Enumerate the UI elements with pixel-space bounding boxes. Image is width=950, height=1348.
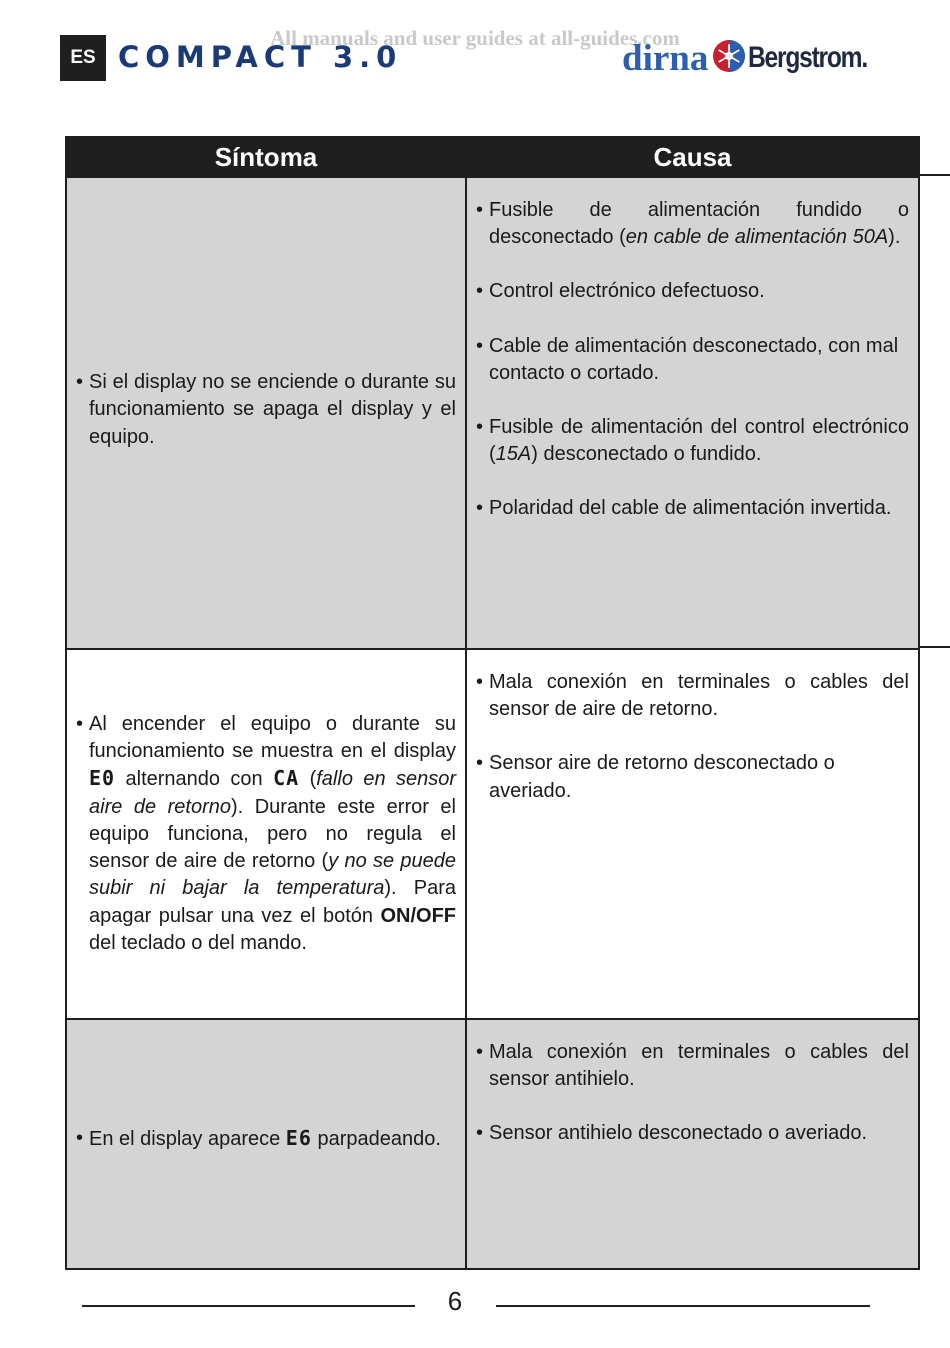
cause-item: • Fusible de alimentación del control electrónico (15A) desconectado o fundido. [476, 416, 909, 466]
table-row [66, 649, 919, 1019]
row-marker [918, 174, 950, 176]
brand-logo [622, 36, 893, 80]
row-marker [918, 646, 950, 648]
footer-rule-left [82, 1305, 415, 1307]
brand-dirna: dirna [622, 37, 709, 79]
lcd-code-e6: E6 [285, 1125, 312, 1150]
lcd-code-e0: E0 [89, 766, 116, 791]
product-title: COMPACT 3.0 [118, 40, 403, 74]
symptom-cell [66, 1019, 466, 1269]
cause-item: • Mala conexión en terminales o cables del sensor de aire de retorno. [476, 671, 909, 721]
cause-item: • Fusible de alimentación fundido o desconectado (en cable de alimentación 50A). [476, 199, 909, 249]
page-number: 6 [447, 1286, 463, 1316]
cause-item: • Sensor aire de retorno desconectado o averiado. [476, 752, 835, 802]
cause-item: • Polaridad del cable de alimentación invertida. [476, 497, 892, 520]
cause-item: • Cable de alimentación desconectado, con mal contacto o cortado. [476, 334, 899, 384]
cause-item: • Mala conexión en terminales o cables del sensor antihielo. [476, 1041, 909, 1091]
table-row [66, 1019, 919, 1269]
cause-cell [466, 649, 919, 1019]
symptom-text: • En el display aparece E6 parpadeando. [76, 1125, 441, 1150]
column-header-cause: Causa [466, 137, 919, 177]
symptom-cell [66, 649, 466, 1019]
cause-item: • Sensor antihielo desconectado o averiado. [476, 1122, 868, 1145]
cause-cell [466, 177, 919, 649]
column-header-symptom: Síntoma [66, 137, 466, 177]
symptom-text: • Al encender el equipo o durante su funcionamiento se muestra en el display E0 alternando con CA (fallo en sensor aire de retorno). Durante este error el equipo funciona, pero no regula el sensor de aire de retorno (y no se puede subir ni bajar la temperatura). Para apagar pulsar una vez el botón ON/OFF del teclado o del mando. [76, 713, 457, 954]
brand-bergstrom: Bergstrom. [748, 41, 868, 74]
language-badge: ES [60, 35, 106, 81]
cause-cell [466, 1019, 919, 1269]
table-header-row [66, 137, 919, 177]
troubleshooting-table [65, 136, 920, 1270]
cause-item: • Control electrónico defectuoso. [476, 280, 765, 303]
footer-rule-right [496, 1305, 870, 1307]
lcd-code-ca: CA [273, 766, 300, 791]
symptom-text: • Si el display no se enciende o durante su funcionamiento se apaga el display y el equipo. [76, 371, 456, 448]
table-row [66, 177, 919, 649]
symptom-cell [66, 177, 466, 649]
snowflake-sun-icon [712, 39, 746, 78]
watermark: All manuals and user guides at all-guides.com [270, 26, 680, 50]
